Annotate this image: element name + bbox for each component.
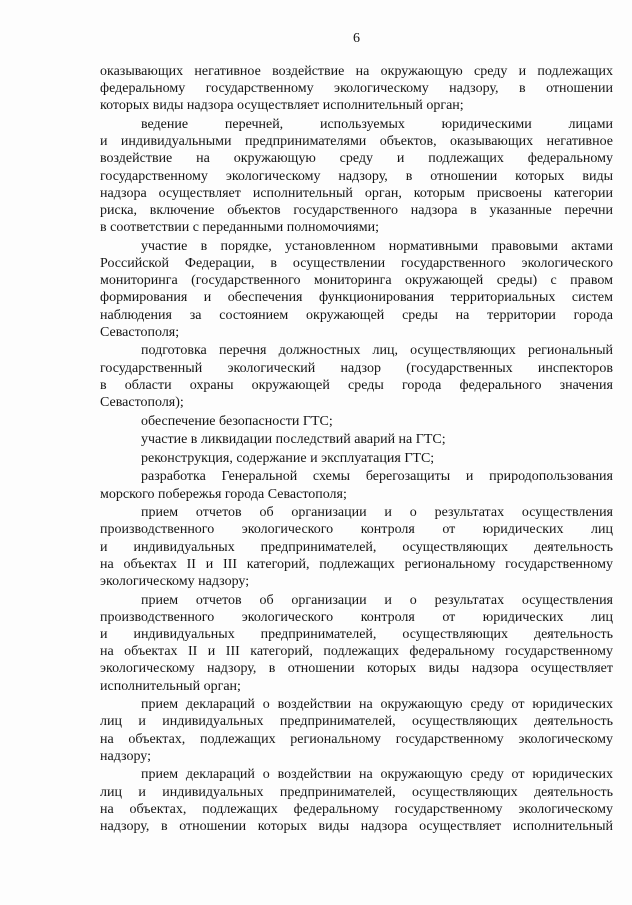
text-line: риска, включение объектов государственного надзора в указанные перечни bbox=[100, 203, 613, 218]
text-line: участие в ликвидации последствий аварий на ГТС; bbox=[141, 432, 446, 448]
text-line: федеральному государственному экологическому надзору, в отношении bbox=[100, 81, 613, 97]
text-line: на объектах, подлежащих федеральному государственному экологическому bbox=[100, 801, 613, 817]
text-line: Севастополя); bbox=[100, 395, 184, 410]
text-line: в соответствии с переданными полномочиями; bbox=[100, 220, 379, 236]
text-line: реконструкция, содержание и эксплуатация ГТС; bbox=[141, 450, 435, 466]
text-line: и индивидуальными предпринимателями объектов, оказывающих негативное bbox=[100, 134, 613, 150]
text-line: Российской Федерации, в осуществлении государственного экологического bbox=[100, 256, 613, 271]
text-line: обеспечение безопасности ГТС; bbox=[141, 413, 333, 429]
text-line: Севастополя; bbox=[100, 324, 180, 340]
text-line: государственному экологическому надзору, в отношении которых виды bbox=[100, 168, 613, 184]
text-line: на объектах II и III категорий, подлежащих федеральному государственному bbox=[100, 644, 613, 660]
page-number: 6 bbox=[353, 31, 360, 46]
text-line: и индивидуальных предпринимателей, осуществляющих деятельность bbox=[100, 627, 613, 642]
text-line: наблюдения за состоянием окружающей среды на территории города bbox=[100, 307, 613, 323]
text-line: лиц и индивидуальных предпринимателей, осуществляющих деятельность bbox=[100, 784, 613, 800]
text-line: воздействие на окружающую среду и подлежащих федеральному bbox=[100, 151, 613, 167]
text-line: подготовка перечня должностных лиц, осуществляющих региональный bbox=[141, 343, 613, 359]
text-line: оказывающих негативное воздействие на окружающую среду и подлежащих bbox=[100, 64, 613, 79]
text-line: ведение перечней, используемых юридическими лицами bbox=[141, 117, 613, 132]
text-line: государственный экологический надзор (государственных инспекторов bbox=[100, 360, 613, 376]
text-line: прием отчетов об организации и о результатах осуществления bbox=[141, 592, 613, 608]
text-line: лиц и индивидуальных предпринимателей, осуществляющих деятельность bbox=[100, 714, 613, 730]
text-line: экологическому надзору, в отношении которых виды надзора осуществляет bbox=[100, 661, 613, 677]
text-line: в области охраны окружающей среды города федерального значения bbox=[100, 377, 613, 393]
text-line: морского побережья города Севастополя; bbox=[100, 486, 347, 502]
text-line: производственного экологического контроля от юридических лиц bbox=[100, 609, 613, 625]
text-line: на объектах II и III категорий, подлежащих региональному государственному bbox=[100, 556, 613, 572]
text-line: исполнительный орган; bbox=[100, 678, 241, 694]
text-line: которых виды надзора осуществляет исполнительный орган; bbox=[100, 98, 464, 114]
text-line: экологическому надзору; bbox=[100, 574, 250, 589]
text-line: участие в порядке, установленном нормативными правовыми актами bbox=[141, 238, 613, 254]
text-line: надзору, в отношении которых виды надзора осуществляет исполнительный bbox=[100, 819, 613, 834]
text-line: разработка Генеральной схемы берегозащиты и природопользования bbox=[141, 469, 613, 485]
text-line: надзору; bbox=[100, 748, 151, 764]
text-line: формирования и обеспечения функционирования территориальных систем bbox=[100, 290, 613, 306]
text-line: надзора осуществляет исполнительный орган, которым присвоены категории bbox=[100, 185, 613, 201]
text-line: производственного экологического контроля от юридических лиц bbox=[100, 522, 613, 538]
text-line: мониторинга (государственного мониторинга окружающей среды) с правом bbox=[100, 273, 613, 289]
text-line: прием деклараций о воздействии на окружающую среду от юридических bbox=[141, 767, 613, 783]
text-line: и индивидуальных предпринимателей, осуществляющих деятельность bbox=[100, 539, 613, 555]
text-line: прием деклараций о воздействии на окружающую среду от юридических bbox=[141, 697, 613, 713]
text-line: на объектах, подлежащих региональному государственному экологическому bbox=[100, 731, 613, 747]
text-line: прием отчетов об организации и о результатах осуществления bbox=[141, 505, 613, 521]
